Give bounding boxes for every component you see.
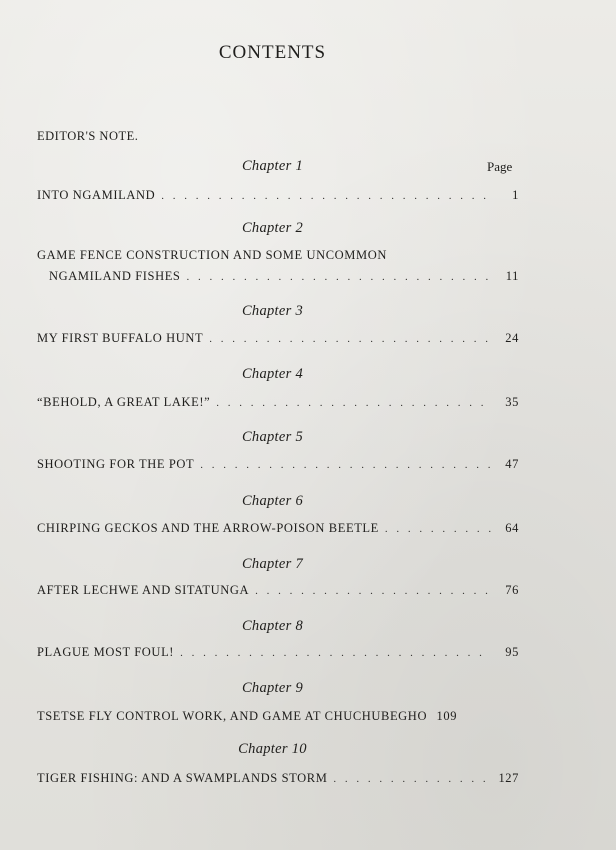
dot-leader <box>333 769 491 790</box>
chapter-heading: Chapter 7 <box>241 556 304 572</box>
page-number: 11 <box>505 269 519 283</box>
chapter-title: CHIRPING GECKOS AND THE ARROW-POISON BEETLE <box>37 521 379 535</box>
dot-leader <box>216 393 491 414</box>
chapter-title: GAME FENCE CONSTRUCTION AND SOME UNCOMMON <box>37 248 387 262</box>
dot-leader <box>200 455 491 476</box>
chapter-heading: Chapter 5 <box>241 429 304 445</box>
toc-entry <box>37 706 519 727</box>
chapter-title: PLAGUE MOST FOUL! <box>37 645 175 659</box>
chapter-title: “BEHOLD, A GREAT LAKE!” <box>37 395 211 409</box>
page-number: 35 <box>505 395 519 409</box>
dot-leader <box>255 581 491 602</box>
dot-leader <box>186 267 491 288</box>
chapter-title: AFTER LECHWE AND SITATUNGA <box>37 583 250 597</box>
page-number: 1 <box>512 188 519 202</box>
chapter-heading: Chapter 3 <box>241 303 304 319</box>
page-column-label: Page <box>487 159 513 174</box>
chapter-title-continued: NGAMILAND FISHES <box>49 269 181 283</box>
dot-leader <box>180 643 491 664</box>
page-number: 95 <box>505 645 519 659</box>
chapter-heading: Chapter 2 <box>241 220 304 236</box>
toc-entry <box>37 768 519 790</box>
chapter-heading: Chapter 8 <box>241 618 304 634</box>
page-number: 24 <box>505 331 519 345</box>
chapter-title: SHOOTING FOR THE POT <box>37 457 195 471</box>
page-number: 76 <box>505 583 519 597</box>
chapter-heading: Chapter 1 <box>241 158 304 174</box>
chapter-heading: Chapter 10 <box>238 741 307 757</box>
dot-leader <box>385 519 491 540</box>
chapter-title: MY FIRST BUFFALO HUNT <box>37 331 204 345</box>
toc-entry <box>37 454 519 476</box>
dot-leader <box>209 329 491 350</box>
toc-entry <box>37 580 519 602</box>
page-title: CONTENTS <box>218 42 327 63</box>
chapter-heading: Chapter 9 <box>241 680 304 696</box>
editors-note-entry: EDITOR'S NOTE. <box>37 129 139 143</box>
toc-entry <box>37 518 519 540</box>
toc-entry <box>37 642 519 664</box>
chapter-heading: Chapter 4 <box>241 366 304 382</box>
dot-leader <box>161 186 491 207</box>
page-number: 109 <box>436 709 458 723</box>
chapter-title: TIGER FISHING: AND A SWAMPLANDS STORM <box>37 771 328 785</box>
toc-entry <box>37 392 519 414</box>
toc-entry <box>37 328 519 350</box>
chapter-title: INTO NGAMILAND <box>37 188 156 202</box>
page-number: 64 <box>505 521 519 535</box>
chapter-heading: Chapter 6 <box>241 493 304 509</box>
toc-entry <box>37 185 519 207</box>
chapter-title: TSETSE FLY CONTROL WORK, AND GAME AT CHUCHUBEGHO <box>37 709 428 723</box>
page-number: 127 <box>498 771 519 785</box>
page-number: 47 <box>505 457 519 471</box>
toc-entry <box>37 245 519 288</box>
